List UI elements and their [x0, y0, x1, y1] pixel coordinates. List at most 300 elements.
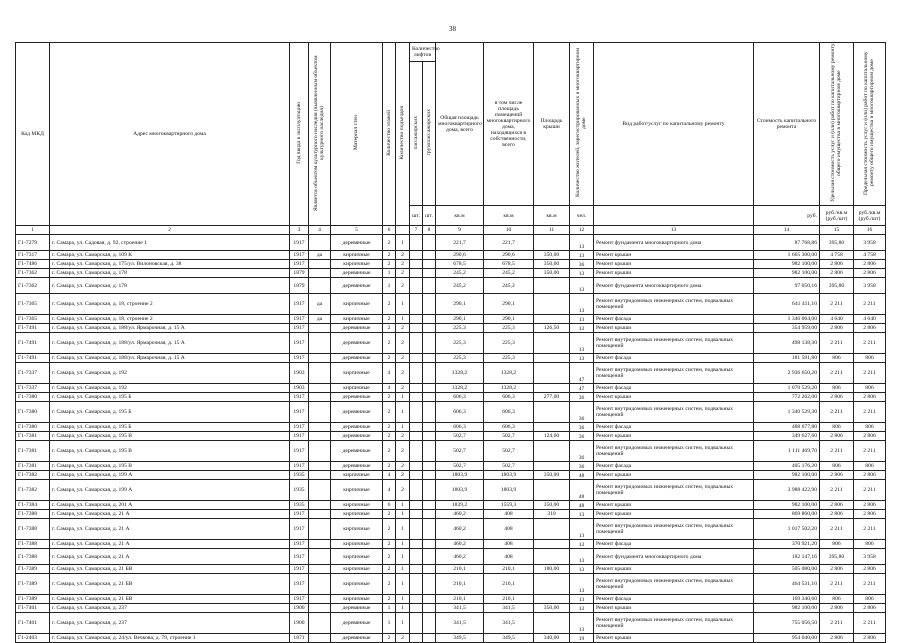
cell-lc	[423, 294, 436, 315]
cell-mat: кирпичные	[331, 315, 383, 324]
cell-cost: 1 340 529,30	[754, 402, 820, 423]
cell-en: 2	[396, 480, 410, 501]
cell-fl: 2	[383, 510, 396, 519]
cell-unit: 2 806	[820, 565, 854, 574]
cell-code: Г1-7317	[16, 251, 50, 260]
cell-unit: 806	[820, 595, 854, 604]
cell-roof	[534, 333, 570, 354]
cell-ao: 1559,3	[484, 501, 534, 510]
cell-code: Г1-2403	[16, 634, 50, 643]
cell-roof	[534, 402, 570, 423]
cell-mat: деревянные	[331, 354, 383, 363]
column-number-cell: 3	[290, 226, 309, 235]
cell-addr: г. Самара, ул. Самарская, д. 21 БВ	[50, 595, 290, 604]
cell-ao: 225,3	[484, 354, 534, 363]
cell-lc	[423, 565, 436, 574]
cell-addr: г. Самара, ул. Самарская, д. 201 А	[50, 501, 290, 510]
cell-mat: деревянные	[331, 269, 383, 278]
cell-en: 2	[396, 432, 410, 441]
cell-ao: 1328,2	[484, 363, 534, 384]
header-lifts-cargo: грузопассажирских	[425, 109, 432, 156]
cell-code: Г1-7365	[16, 294, 50, 315]
cell-cost: 982 100,00	[754, 501, 820, 510]
cell-addr: г. Самара, ул. Самарская, д. 178	[50, 278, 290, 294]
cell-max: 806	[854, 384, 886, 393]
cell-roof	[534, 595, 570, 604]
cell-max: 2 211	[854, 480, 886, 501]
cell-fl: 1	[383, 278, 396, 294]
cell-max: 2 211	[854, 363, 886, 384]
cell-en: 2	[396, 324, 410, 333]
cell-cost: 97 050,16	[754, 278, 820, 294]
cell-ao: 502,7	[484, 441, 534, 462]
cell-lc	[423, 574, 436, 595]
cell-en: 2	[396, 333, 410, 354]
cell-unit: 2 806	[820, 432, 854, 441]
cell-mat: деревянные	[331, 235, 383, 251]
cell-unit: 2 211	[820, 402, 854, 423]
cell-en: 1	[396, 423, 410, 432]
cell-lc	[423, 393, 436, 402]
cell-cost: 370 921,20	[754, 540, 820, 549]
cell-work: Ремонт крыши	[594, 269, 754, 278]
cell-addr: г. Самара, ул. Самарская, д. 109 К	[50, 251, 290, 260]
cell-her	[309, 235, 331, 251]
cell-work: Ремонт внутридомовых инженерных систем, подвальных помещений	[594, 574, 754, 595]
cell-work: Ремонт фасада	[594, 595, 754, 604]
column-number-cell: 12	[570, 226, 594, 235]
cell-year: 1871	[290, 634, 309, 643]
cell-mat: деревянные	[331, 613, 383, 634]
table-row	[16, 595, 886, 604]
cell-max: 2 211	[854, 574, 886, 595]
cell-year: 1917	[290, 324, 309, 333]
cell-max: 806	[854, 423, 886, 432]
cell-roof: 277,00	[534, 393, 570, 402]
cell-year: 1917	[290, 315, 309, 324]
cell-unit: 2 806	[820, 393, 854, 402]
table-row	[16, 462, 886, 471]
cell-fl: 2	[383, 235, 396, 251]
cell-code: Г1-7362	[16, 269, 50, 278]
cell-cost: 982 100,00	[754, 260, 820, 269]
cell-mat: кирпичные	[331, 540, 383, 549]
cell-her	[309, 480, 331, 501]
table-row	[16, 269, 886, 278]
cell-unit: 806	[820, 354, 854, 363]
cell-en: 2	[396, 462, 410, 471]
cell-fl: 2	[383, 324, 396, 333]
cell-year: 1917	[290, 423, 309, 432]
cell-lp	[410, 251, 423, 260]
cell-at: 606,3	[436, 393, 484, 402]
cell-fl: 4	[383, 363, 396, 384]
cell-cost: 464 531,10	[754, 574, 820, 595]
cell-lp	[410, 315, 423, 324]
cell-year: 1917	[290, 565, 309, 574]
table-row	[16, 278, 886, 294]
cell-year: 1903	[290, 363, 309, 384]
cell-lp	[410, 235, 423, 251]
cell-unit: 2 211	[820, 480, 854, 501]
cell-at: 245,2	[436, 269, 484, 278]
table-row	[16, 634, 886, 643]
cell-roof: 340,00	[534, 634, 570, 643]
cell-unit: 2 806	[820, 510, 854, 519]
cell-work: Ремонт внутридомовых инженерных систем, подвальных помещений	[594, 363, 754, 384]
cell-ao: 606,3	[484, 423, 534, 432]
cell-code: Г1-7389	[16, 565, 50, 574]
cell-code: Г1-7491	[16, 333, 50, 354]
cell-at: 225,3	[436, 324, 484, 333]
cell-ao: 245,2	[484, 269, 534, 278]
cell-unit: 806	[820, 423, 854, 432]
cell-lc	[423, 634, 436, 643]
cell-roof: 350,00	[534, 260, 570, 269]
cell-year: 1917	[290, 260, 309, 269]
cell-lp	[410, 363, 423, 384]
cell-fl: 2	[383, 294, 396, 315]
table-row	[16, 480, 886, 501]
table-row	[16, 604, 886, 613]
cell-mat: деревянные	[331, 333, 383, 354]
cell-her	[309, 363, 331, 384]
cell-code: Г1-7401	[16, 604, 50, 613]
cell-ao: 225,3	[484, 333, 534, 354]
unit-sht-1: шт.	[410, 206, 423, 226]
cell-lp	[410, 565, 423, 574]
cell-lp	[410, 384, 423, 393]
cell-res: 36	[570, 441, 594, 462]
cell-ao: 290,6	[484, 251, 534, 260]
cell-addr: г. Самара, ул. Самарская, д. 195 В	[50, 462, 290, 471]
cell-ao: 1328,2	[484, 384, 534, 393]
cell-fl: 2	[383, 540, 396, 549]
cell-unit: 2 806	[820, 260, 854, 269]
cell-cost: 349 627,60	[754, 432, 820, 441]
cell-her: да	[309, 315, 331, 324]
cell-max: 2 806	[854, 269, 886, 278]
cell-her	[309, 324, 331, 333]
cell-unit: 2 211	[820, 574, 854, 595]
cell-at: 245,2	[436, 278, 484, 294]
cell-addr: г. Самара, ул. Самарская, д. 178	[50, 269, 290, 278]
cell-mat: деревянные	[331, 634, 383, 643]
cell-at: 460,2	[436, 519, 484, 540]
cell-roof: 350,00	[534, 471, 570, 480]
cell-work: Ремонт внутридомовых инженерных систем, подвальных помещений	[594, 519, 754, 540]
cell-en: 2	[396, 251, 410, 260]
cell-cost: 488 677,80	[754, 423, 820, 432]
cell-res: 13	[570, 315, 594, 324]
cell-lc	[423, 315, 436, 324]
cell-her	[309, 354, 331, 363]
cell-res: 13	[570, 604, 594, 613]
cell-addr: г. Самара, ул. Самарская, д. 21 А	[50, 540, 290, 549]
column-number-cell: 5	[331, 226, 383, 235]
cell-lp	[410, 613, 423, 634]
cell-lc	[423, 333, 436, 354]
header-area-owned: в том числе площадь помещений многоквартирного дома, находящихся в собственности, всего	[484, 43, 534, 206]
cell-fl: 2	[383, 251, 396, 260]
cell-roof	[534, 480, 570, 501]
table-row	[16, 519, 886, 540]
cell-lp	[410, 260, 423, 269]
header-work-type: Вид работ/услуг по капитальному ремонту	[594, 43, 754, 206]
cell-at: 290,1	[436, 315, 484, 324]
table-row	[16, 384, 886, 393]
cell-work: Ремонт фундамента многоквартирного дома	[594, 549, 754, 565]
cell-work: Ремонт фасада	[594, 540, 754, 549]
cell-mat: кирпичные	[331, 595, 383, 604]
cell-res: 13	[570, 235, 594, 251]
cell-lc	[423, 278, 436, 294]
cell-year: 1903	[290, 384, 309, 393]
cell-fl: 2	[383, 402, 396, 423]
cell-unit: 4 640	[820, 315, 854, 324]
cell-ao: 1803,9	[484, 480, 534, 501]
cell-work: Ремонт фасада	[594, 384, 754, 393]
cell-en: 1	[396, 519, 410, 540]
cell-roof	[534, 315, 570, 324]
cell-max: 4 758	[854, 251, 886, 260]
cell-res: 36	[570, 393, 594, 402]
table-row	[16, 363, 886, 384]
cell-en: 1	[396, 565, 410, 574]
unit-rub-per-m-2: руб./кв.м (руб./шт)	[854, 206, 886, 226]
cell-cost: 1 017 502,20	[754, 519, 820, 540]
cell-roof: 124,60	[534, 432, 570, 441]
column-number-cell: 7	[410, 226, 423, 235]
cell-res: 13	[570, 251, 594, 260]
cell-cost: 498 138,30	[754, 333, 820, 354]
cell-lc	[423, 604, 436, 613]
cell-res: 48	[570, 480, 594, 501]
cell-her	[309, 613, 331, 634]
cell-addr: г. Самара, ул. Самарская, д. 24/ул. Вечкова, д. 79, строение 1	[50, 634, 290, 643]
cell-cost: 405 176,20	[754, 462, 820, 471]
column-number-cell: 6	[383, 226, 396, 235]
cell-at: 502,7	[436, 441, 484, 462]
cell-roof: 126,50	[534, 324, 570, 333]
cell-en: 1	[396, 540, 410, 549]
cell-at: 290,6	[436, 251, 484, 260]
cell-max: 2 211	[854, 519, 886, 540]
cell-cost: 755 056,50	[754, 613, 820, 634]
cell-roof	[534, 363, 570, 384]
table-row	[16, 294, 886, 315]
cell-unit: 2 211	[820, 333, 854, 354]
cell-work: Ремонт фасада	[594, 315, 754, 324]
cell-her	[309, 269, 331, 278]
cell-res: 13	[570, 294, 594, 315]
cell-res: 13	[570, 324, 594, 333]
cell-max: 2 211	[854, 402, 886, 423]
cell-her	[309, 278, 331, 294]
header-lifts: Количество лифтов	[410, 43, 436, 62]
cell-roof: 180,00	[534, 565, 570, 574]
cell-lp	[410, 471, 423, 480]
cell-work: Ремонт крыши	[594, 604, 754, 613]
header-lifts-passenger: пассажирских	[412, 115, 419, 150]
cell-max: 2 806	[854, 604, 886, 613]
cell-year: 1900	[290, 613, 309, 634]
column-number-cell: 1	[16, 226, 50, 235]
header-roof-area: Площадь крыши	[534, 43, 570, 206]
cell-res: 19	[570, 634, 594, 643]
cell-her	[309, 333, 331, 354]
cell-unit: 2 211	[820, 613, 854, 634]
cell-ao: 210,1	[484, 574, 534, 595]
cell-cost: 182 147,16	[754, 549, 820, 565]
header-cost: Стоимость капитального ремонта	[754, 43, 820, 206]
table-row	[16, 324, 886, 333]
cell-en: 1	[396, 393, 410, 402]
cell-code: Г1-7491	[16, 354, 50, 363]
cell-code: Г1-7384	[16, 501, 50, 510]
cell-cost: 1 346 064,00	[754, 315, 820, 324]
cell-lc	[423, 519, 436, 540]
cell-year: 1917	[290, 441, 309, 462]
cell-unit: 2 211	[820, 519, 854, 540]
cell-mat: кирпичные	[331, 251, 383, 260]
table-row	[16, 260, 886, 269]
cell-at: 1328,2	[436, 363, 484, 384]
cell-en: 1	[396, 595, 410, 604]
cell-addr: г. Самара, ул. Самарская, д. 188/ул. Ярмарочная, д. 15 А	[50, 333, 290, 354]
cell-addr: г. Самара, ул. Самарская, д. 21 БВ	[50, 565, 290, 574]
cell-ao: 225,3	[484, 324, 534, 333]
cell-work: Ремонт внутридомовых инженерных систем, подвальных помещений	[594, 480, 754, 501]
cell-roof	[534, 549, 570, 565]
cell-work: Ремонт фасада	[594, 423, 754, 432]
cell-lc	[423, 549, 436, 565]
cell-roof	[534, 354, 570, 363]
cell-fl: 6	[383, 501, 396, 510]
cell-work: Ремонт внутридомовых инженерных систем, подвальных помещений	[594, 402, 754, 423]
cell-lc	[423, 540, 436, 549]
cell-addr: г. Самара, ул. Самарская, д. 18, строение 2	[50, 315, 290, 324]
cell-at: 341,5	[436, 604, 484, 613]
cell-mat: деревянные	[331, 278, 383, 294]
cell-roof	[534, 294, 570, 315]
cell-addr: г. Самара, ул. Самарская, д. 175/ул. Вилоновская, д. 38	[50, 260, 290, 269]
cell-year: 1935	[290, 501, 309, 510]
cell-lp	[410, 402, 423, 423]
cell-year: 1917	[290, 402, 309, 423]
column-number-cell: 16	[854, 226, 886, 235]
table-row	[16, 423, 886, 432]
cell-work: Ремонт фундамента многоквартирного дома	[594, 235, 754, 251]
cell-cost: 1 665 300,00	[754, 251, 820, 260]
cell-unit: 395,80	[820, 235, 854, 251]
unit-area-2: кв.м	[484, 206, 534, 226]
cell-roof	[534, 384, 570, 393]
cell-at: 290,1	[436, 294, 484, 315]
cell-en: 1	[396, 402, 410, 423]
cell-work: Ремонт внутридомовых инженерных систем, подвальных помещений	[594, 441, 754, 462]
cell-code: Г1-7380	[16, 393, 50, 402]
column-number-cell: 11	[534, 226, 570, 235]
cell-fl: 4	[383, 471, 396, 480]
unit-area-3: кв.м	[534, 206, 570, 226]
cell-fl: 2	[383, 441, 396, 462]
cell-mat: кирпичные	[331, 501, 383, 510]
cell-year: 1935	[290, 480, 309, 501]
cell-unit: 2 806	[820, 269, 854, 278]
cell-ao: 210,1	[484, 565, 534, 574]
cell-lc	[423, 462, 436, 471]
cell-roof	[534, 235, 570, 251]
cell-year: 1917	[290, 519, 309, 540]
column-number-cell: 2	[50, 226, 290, 235]
cell-max: 2 211	[854, 613, 886, 634]
cell-year: 1917	[290, 354, 309, 363]
cell-unit: 2 211	[820, 441, 854, 462]
cell-code: Г1-7337	[16, 384, 50, 393]
cell-lp	[410, 441, 423, 462]
cell-code: Г1-7388	[16, 540, 50, 549]
cell-fl: 2	[383, 260, 396, 269]
cell-max: 2 211	[854, 294, 886, 315]
cell-unit: 2 806	[820, 501, 854, 510]
table-row	[16, 432, 886, 441]
cell-ao: 408	[484, 540, 534, 549]
cell-her	[309, 510, 331, 519]
cell-year: 1917	[290, 574, 309, 595]
cell-her	[309, 393, 331, 402]
cell-ao: 290,1	[484, 315, 534, 324]
cell-ao: 290,1	[484, 294, 534, 315]
table-row	[16, 251, 886, 260]
cell-lp	[410, 574, 423, 595]
table-row	[16, 540, 886, 549]
header-address: Адрес многоквартирного дома	[50, 43, 290, 226]
cell-lc	[423, 471, 436, 480]
cell-cost: 3 988 422,90	[754, 480, 820, 501]
cell-unit: 2 806	[820, 634, 854, 643]
cell-en: 1	[396, 235, 410, 251]
cell-at: 225,3	[436, 333, 484, 354]
cell-roof: 350,00	[534, 501, 570, 510]
cell-unit: 395,80	[820, 278, 854, 294]
cell-unit: 806	[820, 540, 854, 549]
cell-res: 13	[570, 278, 594, 294]
cell-work: Ремонт крыши	[594, 324, 754, 333]
cell-fl: 1	[383, 613, 396, 634]
cell-work: Ремонт крыши	[594, 565, 754, 574]
cell-her	[309, 471, 331, 480]
cell-her	[309, 549, 331, 565]
cell-lc	[423, 251, 436, 260]
cell-fl: 2	[383, 565, 396, 574]
cell-ao: 245,2	[484, 278, 534, 294]
cell-max: 2 806	[854, 501, 886, 510]
cell-at: 210,1	[436, 574, 484, 595]
cell-roof: 310	[534, 510, 570, 519]
cell-ao: 606,3	[484, 393, 534, 402]
cell-fl: 2	[383, 462, 396, 471]
cell-roof: 350,00	[534, 269, 570, 278]
cell-en: 2	[396, 384, 410, 393]
column-number-row	[16, 226, 886, 235]
cell-roof	[534, 574, 570, 595]
cell-mat: кирпичные	[331, 260, 383, 269]
cell-work: Ремонт крыши	[594, 634, 754, 643]
cell-work: Ремонт фасада	[594, 354, 754, 363]
cell-code: Г1-7389	[16, 595, 50, 604]
cell-year: 1917	[290, 595, 309, 604]
